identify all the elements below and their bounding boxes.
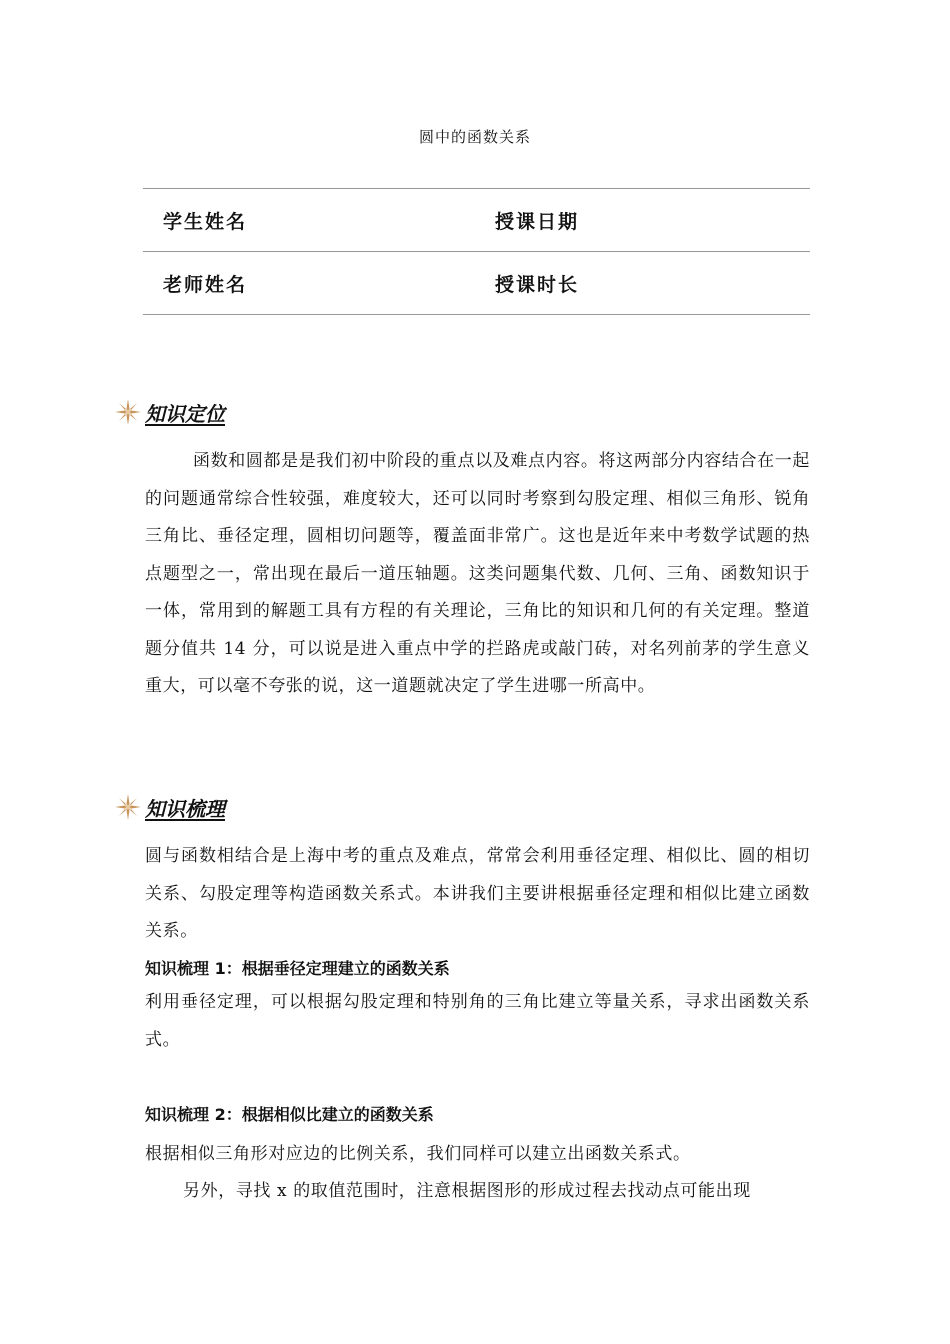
info-table [143, 188, 810, 315]
date-label: 授课日期 [495, 210, 580, 233]
point2-title: 知识梳理 2：根据相似比建立的函数关系 [145, 1105, 434, 1124]
student-name-label: 学生姓名 [163, 210, 248, 233]
point1-text: 利用垂径定理，可以根据勾股定理和特别角的三角比建立等量关系，寻求出函数关系式。 [145, 992, 810, 1050]
tail-text: 另外，寻找 x 的取值范围时，注意根据图形的形成过程去找动点可能出现 [183, 1181, 751, 1201]
page-title: 圆中的函数关系 [418, 128, 531, 146]
section-heading-knowledge-position [113, 397, 225, 427]
section-heading-label: 知识梳理 [145, 796, 225, 821]
section-heading-label: 知识定位 [145, 401, 225, 426]
teacher-name-label: 老师姓名 [163, 273, 248, 296]
sparkle-icon [113, 397, 143, 427]
info-row-1 [143, 189, 810, 252]
duration-label: 授课时长 [495, 273, 580, 296]
info-row-2 [143, 252, 810, 315]
section2-intro: 圆与函数相结合是上海中考的重点及难点，常常会利用垂径定理、相似比、圆的相切关系、勾股定理等构造函数关系式。本讲我们主要讲根据垂径定理和相似比建立函数关系。 [145, 846, 810, 941]
sparkle-icon [113, 792, 143, 822]
section-heading-knowledge-review [113, 792, 225, 822]
point2-text: 根据相似三角形对应边的比例关系，我们同样可以建立出函数关系式。 [145, 1144, 691, 1164]
section1-paragraph: 函数和圆都是是我们初中阶段的重点以及难点内容。将这两部分内容结合在一起的问题通常综合性较强，难度较大，还可以同时考察到勾股定理、相似三角形、锐角三角比、垂径定理，圆相切问题等，覆盖面非常广。这也是近年来中考数学试题的热点题型之一，常出现在最后一道压轴题。这类问题集代数、几何、三角、函数知识于一体，常用到的解题工具有方程的有关理论，三角比的知识和几何的有关定理。整道题分值共 14 分，可以说是进入重点中学的拦路虎或敲门砖，对名列前茅的学生意义重大，可以毫不夸张的说，这一道题就决定了学生进哪一所高中。 [145, 451, 810, 696]
point1-title: 知识梳理 1：根据垂径定理建立的函数关系 [145, 959, 450, 978]
